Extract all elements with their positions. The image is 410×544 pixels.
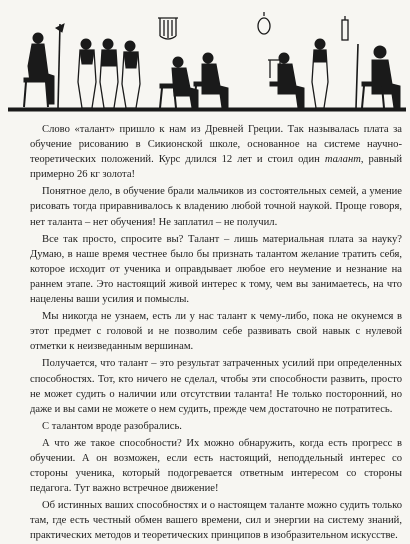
seated-figure-tablet (194, 53, 228, 108)
paragraph-2: Понятное дело, в обучение брали мальчиков из состоятельных семей, а умение рисовать тогда приравнивалось к владению любой точной наукой. Проще говоря, нет таланта – нет обучения! Не заплатил – не получил. (30, 186, 402, 228)
seated-writing-figure (160, 57, 198, 108)
seated-lyre-player (268, 53, 304, 108)
greek-frieze-illustration (8, 4, 406, 114)
paragraph-4: Мы никогда не узнаем, есть ли у нас талант к чему-либо, пока не окунемся в этот предмет с головой и не позволим себе развивать свой навык с нулевой отметки к неизведанным вершинам. (30, 311, 402, 353)
article-text (30, 122, 402, 544)
paragraph-5: Получается, что талант – это результат затраченных усилий при определенных способностях. Тот, кто ничего не сделал, чтобы эти способности развить, просто не может судить о наличии или отсутствии таланта! Не только посторонний, но даже и вы сами не можете о нем судить, прежде чем достаточно не потратитесь. (30, 358, 402, 415)
paragraph-3: Все так просто, спросите вы? Талант – лишь материальная плата за науку? Думаю, в наше время честнее было бы признать талантом желание тратить себя, которое исходит от ученика и оправдывает любое его неумение и незнание на раннем этапе. Это настоящий живой интерес к тому, чем вы занимаетесь, на что нацелены ваши усилия и помыслы. (30, 233, 402, 306)
standing-pupil-figure-2 (100, 39, 118, 108)
hanging-scroll (342, 16, 348, 40)
paragraph-7: А что же такое способности? Их можно обнаружить, когда есть прогресс в обучении. А он возможен, если есть настоящий, неподдельный интерес со стороны ученика, который подогревается ответным интересом со стороны педагога. Тут важно встречное движение! (30, 437, 402, 495)
standing-pupil-figure-1 (78, 39, 96, 108)
hanging-lyre (158, 18, 178, 39)
standing-youth-figure (312, 39, 328, 108)
italic-word: талант (324, 154, 361, 166)
standing-pupil-figure-3 (122, 41, 140, 108)
seated-elder-figure (356, 44, 400, 108)
paragraph-1: Слово «талант» пришло к нам из Древней Греции. Так называлась плата за обучение рисованию в Сикионской школе, основанное на системе научно-теоретических положений. Курс длился 12 лет и стоил один талант, равный примерно 26 кг золота! (30, 124, 402, 181)
hanging-vessel (258, 12, 270, 34)
seated-teacher-figure (24, 24, 64, 108)
paragraph-8: Об истинных ваших способностях и о настоящем таланте можно судить только там, где есть честный обмен вашего времени, сил и энергии на систему знаний, практических методов и теоретических принципов в изобразительном искусстве. (30, 500, 402, 542)
frieze-ground-line (8, 108, 406, 111)
paragraph-6: С талантом вроде разобрались. (42, 420, 182, 432)
